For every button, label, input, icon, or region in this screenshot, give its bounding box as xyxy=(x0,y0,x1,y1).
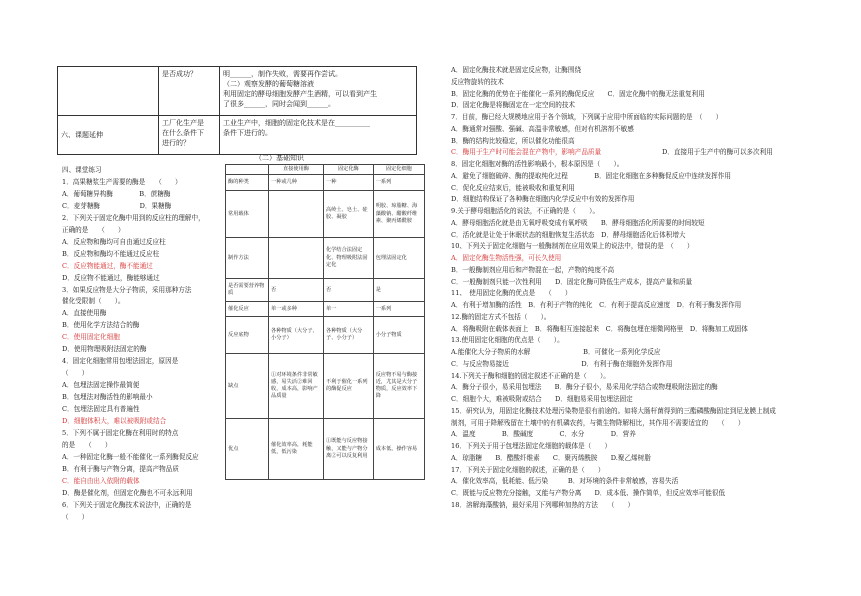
question-line: 16．下列关于用于包埋法固定化细胞的载体是（ ） xyxy=(451,442,612,450)
table-cell: 是否成功？ xyxy=(159,67,220,116)
question-line: A．避免了细胞破碎、酶的提取纯化过程 B．固定化细胞在多种酶促反应中连续发挥作用 xyxy=(451,171,731,180)
table-header-cell xyxy=(226,165,269,175)
question-line: 17．下列关于固定化细胞的叙述，正确的是（ ） xyxy=(451,465,605,474)
question-line: A．反应物和酶均可自由通过反应柱 xyxy=(62,237,166,246)
table-cell: 否 xyxy=(269,279,324,302)
table-cell xyxy=(220,67,417,116)
table-header-row xyxy=(226,165,425,175)
question-line: B．一般酶制剂应用后和产物混在一起，产物的纯度不高 xyxy=(451,265,615,274)
question-line: A．包埋法固定操作最简便 xyxy=(62,381,140,390)
question-line: 7．目前，酶已经大规模地应用于各个领域，下列属于应用中所面临的实际问题的是 （ ） xyxy=(451,113,723,121)
cell-line: （二）观察发酵的葡萄糖溶液 xyxy=(223,80,314,89)
question-line: C．活化就是让处于休眠状态的细胞恢复生活状态 D．酵母细胞活化后体积增大 xyxy=(451,230,686,239)
table-cell: 包埋法固定化 xyxy=(373,238,424,279)
table-cell: 是 xyxy=(373,279,424,302)
table-row xyxy=(226,302,425,317)
row-header-cell: 催化反应 xyxy=(226,302,269,317)
question-line: C．既能与反应物充分接触，又能与产物分离 D．成本低、操作简单，但反应效率可能很低 xyxy=(451,489,726,497)
question-line: 正确的是 （ ） xyxy=(62,225,125,234)
question-line: （ ） xyxy=(62,369,89,378)
question-line: B．包埋法对酶活性的影响最小 xyxy=(62,393,153,402)
row-header-cell: 反应底物 xyxy=(226,317,269,354)
table-cell xyxy=(220,116,417,155)
question-line: 18．溶解海藻酸钠，最好采用下列哪种加热的方法 （ ） xyxy=(451,500,635,509)
question-line: 的是 （ ） xyxy=(62,440,112,449)
top-table xyxy=(57,66,417,155)
question-line: C．与反应物易接近 D．有利于酶在细胞外发挥作用 xyxy=(451,359,673,368)
table-cell: 各种物质（大分子、小分子） xyxy=(324,317,374,354)
table-cell: 单一或多种 xyxy=(269,302,324,317)
question-line: 12.酶的固定方式不包括（ ）。 xyxy=(451,312,551,321)
table-cell: 一种或几种 xyxy=(269,175,324,191)
question-line: 四、课堂练习 xyxy=(62,166,102,174)
question-line: C．使用固定化细胞 xyxy=(62,333,120,342)
table-cell: 反应物不易与酶接近，尤其是大分子物质，反应效率下降 xyxy=(373,354,424,419)
table-row xyxy=(226,317,425,354)
question-line: 3．如果反应物是大分子物质，采用那种方法 xyxy=(62,285,192,294)
row-header-cell: 制作方法 xyxy=(226,238,269,279)
question-line: A．固定化酶技术就是固定反应物，让酶围绕 xyxy=(451,66,582,74)
question-line: B．反应物和酶均不能通过反应柱 xyxy=(62,249,160,258)
table-row xyxy=(226,354,425,419)
question-line: C．包埋法固定具有普遍性 xyxy=(62,405,140,413)
question-line: 13.使用固定化细胞的优点是（ ）。 xyxy=(451,336,564,345)
table-row xyxy=(58,67,417,116)
table-cell: 不利于催化一系列的酶促反应 xyxy=(324,354,374,419)
question-line: A．催化效率高，低耗能、低污染 B．对环境的条件非常敏感，容易失活 xyxy=(451,477,679,486)
question-line: C．细胞个大，难被吸附或结合 D．细胞易采用包埋法固定 xyxy=(451,395,633,403)
question-line: B．酶的结构比较稳定，所以催化功能很高 xyxy=(451,136,575,145)
question-line: C．麦芽糖酶 D．果糖酶 xyxy=(62,201,172,210)
question-line: 11、 使用固定化酶的优点是 （ ） xyxy=(451,289,572,298)
cell-line: 工厂化生产是 xyxy=(162,119,204,127)
table-cell xyxy=(269,191,324,238)
table-cell: 成本低，操作容易 xyxy=(373,419,424,480)
question-line: A．酵母细胞活化就是由无氧呼吸变成有氧呼吸 B．酵母细胞活化所需要的时间较短 xyxy=(451,218,705,227)
cell-line: 条件下进行的。 xyxy=(223,129,272,138)
table-cell: 催化效率高，耗能低，低污染 xyxy=(269,419,324,480)
question-line: 制剂，可用于降解残留在土壤中的有机磷农药，与微生物降解相比，其作用不需要适宜的 （ ） xyxy=(451,418,745,427)
question-line: A．一种固定化酶一般不能催化一系列酶促反应 xyxy=(62,452,199,461)
question-line: 6．下列关于固定化酶技术说法中，正确的是 xyxy=(62,500,192,509)
question-line: C．能自由出入依附的载体 xyxy=(62,476,140,485)
question-line: 14.下列关于酶和细胞的固定叙述不正确的是（ ）。 xyxy=(451,371,610,380)
question-line: A．直接使用酶 xyxy=(62,309,107,318)
section-title: （二）基础知识 xyxy=(255,154,304,162)
table-cell: 一系列 xyxy=(373,175,424,191)
row-header-cell: 是否需要营养物质 xyxy=(226,279,269,302)
question-line: （ ） xyxy=(62,512,89,521)
table-row xyxy=(58,116,417,155)
row-header-cell: 优点 xyxy=(226,419,269,480)
table-cell xyxy=(269,238,324,279)
table-cell: 否 xyxy=(324,279,374,302)
knowledge-table xyxy=(225,164,425,480)
question-line: A．固定化酶生物活性强，可长久使用 xyxy=(451,254,562,262)
question-line: D．使用物理吸附法固定的酶 xyxy=(62,345,147,354)
question-line: 1．高果糖浆生产需要的酶是 （ ） xyxy=(62,177,182,186)
table-header-cell: 直接使用酶 xyxy=(269,165,324,175)
table-cell: 小分子物质 xyxy=(373,317,424,354)
row-header-cell: 酶的种类 xyxy=(226,175,269,191)
question-line: 9.关于酵母细胞活化的说法，不正确的是（ ）。 xyxy=(451,207,600,215)
cell-line: 了很多______，同时会闻到______。 xyxy=(223,100,335,109)
table-cell: ①对环境条件非常敏感，易失活②难回收，成本高，影响产品质量 xyxy=(269,354,324,419)
question-line: C．一般酶制剂只能一次性利用 D．固定化酶可降低生产成本，提高产量和质量 xyxy=(451,277,693,286)
table-header-cell: 固定化细胞 xyxy=(373,165,424,175)
table-row xyxy=(226,279,425,302)
question-line: D．直接用于生产中的酶可以多次利用 xyxy=(662,148,773,157)
question-line: B．使用化学方法结合的酶 xyxy=(62,321,140,330)
question-line: 2．下列关于固定化酶中用到的反应柱的理解中， xyxy=(62,213,205,222)
question-line: D．固定化酶是将酶固定在一定空间的技术 xyxy=(451,101,575,110)
question-line: 10、下列关于固定化细胞与一般酶制剂在应用效果上的说法中，错误的是 （ ） xyxy=(451,242,694,251)
table-cell: 化学结合法固定化、物理吸附法固定化 xyxy=(324,238,374,279)
row-header-cell: 缺点 xyxy=(226,354,269,419)
cell-line: 明______，制作失败，需要再作尝试。 xyxy=(223,70,342,78)
table-cell xyxy=(159,116,220,155)
question-line: C．酶用于生产时可能会混在产物中，影响产品质量 xyxy=(451,148,602,157)
question-line: D．酶是催化剂，但固定化酶也不可永远利用 xyxy=(62,488,193,497)
question-line: A．琼脂糖 B．醋酸纤维素 C．聚丙烯酰胺 D.聚乙烯树脂 xyxy=(451,453,651,462)
table-row xyxy=(226,191,425,238)
table-row xyxy=(226,175,425,191)
question-line: A.能催化大分子物质的水解 B．可催化一系列化学反应 xyxy=(451,348,661,356)
question-line: D．细胞结构保证了各种酶在细胞内化学反应中有效的发挥作用 xyxy=(451,195,635,204)
question-line: A．将酶吸附在载体表面上 B．将酶相互连接起来 C．将酶包埋在细微网格里 D．将酶加工成固体 xyxy=(451,324,748,333)
cell-line: 进行的？ xyxy=(162,139,190,148)
row-header-cell: 常用载体 xyxy=(226,191,269,238)
question-line: A．酶通常对强酸、强碱、高温非常敏感，但对有机溶剂不敏感 xyxy=(451,124,634,133)
table-cell: ①既能与反应物接触，又能与产物分离②可以反复利用 xyxy=(324,419,374,480)
question-line: 4．固定化细胞常用包埋法固定，原因是 xyxy=(62,357,179,366)
table-cell xyxy=(58,67,159,116)
question-line: 8．固定化细胞对酶的活性影响最小，根本原因是（ ）。 xyxy=(451,160,624,168)
question-line: A．葡萄糖异构酶 B．蔗糖酶 xyxy=(62,189,171,198)
question-line: A．酶分子很小，易采用包埋法 B．酶分子很小，易采用化学结合或物理吸附法固定的酶 xyxy=(451,383,718,392)
table-cell: 明胶、琼脂糖、海藻酸钠、醋酸纤维素、聚丙烯酰胺 xyxy=(373,191,424,238)
table-cell: 各种物质（大分子、小分子） xyxy=(269,317,324,354)
question-line: 5．下列不属于固定化酶在利用时的特点 xyxy=(62,428,179,437)
table-cell: 高岭土、皂土、硅胶、凝胶 xyxy=(324,191,374,238)
question-line: B．有利于酶与产物分离，提高产物品质 xyxy=(62,464,179,473)
table-header-cell: 固定化酶 xyxy=(324,165,374,175)
question-line: A．温度 B．酸碱度 C．水分 D．营养 xyxy=(451,430,636,439)
question-line: 15．研究认为，用固定化酶技术处理污染物是很有前途的。如将大肠杆菌得到的三酯磷酸酶固定到尼龙膜上制成 xyxy=(451,406,776,415)
question-line: D．反应物不能通过，酶能够通过 xyxy=(62,273,160,282)
table-cell: 一系列 xyxy=(373,302,424,317)
cell-line: 利用固定的酵母细胞发酵产生酒精，可以看到产生 xyxy=(223,90,377,99)
table-cell: 六、课题延伸 xyxy=(58,116,159,155)
question-line: C．促化反应结束后，能被吸收和重复利用 xyxy=(451,183,575,192)
cell-line: 工业生产中，细胞的固定化技术是在__________ xyxy=(223,119,370,127)
table-cell: 一种 xyxy=(324,175,374,191)
table-cell: 单一 xyxy=(324,302,374,317)
question-line: A．有利于增加酶的活性 B．有利于产物的纯化 C．有利于提高反应速度 D．有利于酶发挥作用 xyxy=(451,301,742,309)
question-line: 反应物旋转的技术 xyxy=(451,77,504,86)
question-line: B．固定化酶的优势在于能催化一系列的酶促反应 C．固定化酶中的酶无法重复利用 xyxy=(451,89,705,98)
question-line: D．细胞体积大，难以被吸附或结合 xyxy=(62,416,167,425)
table-row xyxy=(226,419,425,480)
question-line: 催化受限制（ ）。 xyxy=(62,297,125,306)
question-line: C．反应物能通过，酶不能通过 xyxy=(62,261,153,270)
cell-line: 在什么条件下 xyxy=(162,129,204,138)
table-row xyxy=(226,238,425,279)
